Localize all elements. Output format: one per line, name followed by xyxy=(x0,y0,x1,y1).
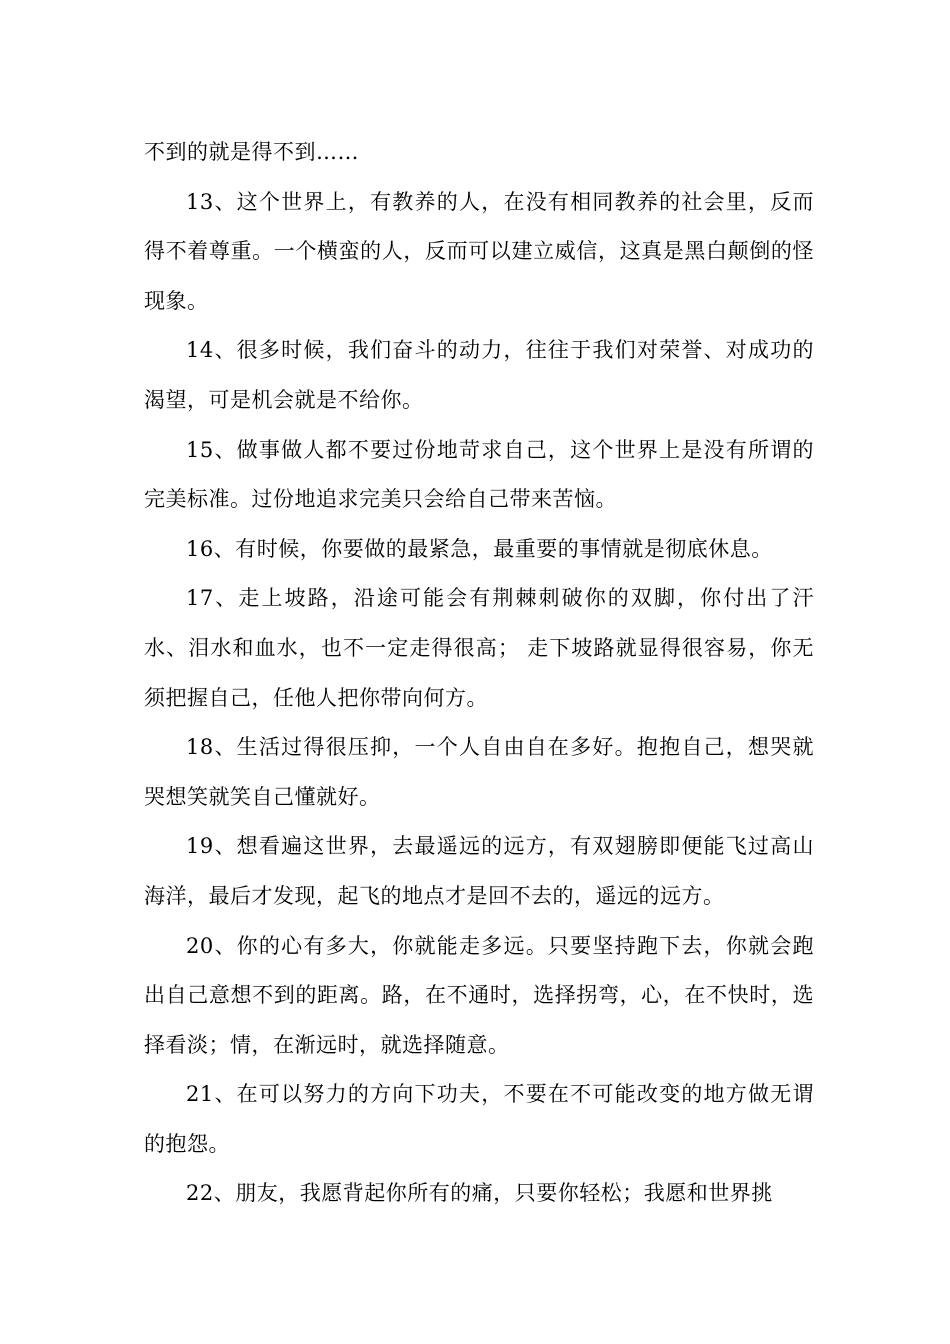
paragraph-16: 16、有时候，你要做的最紧急，最重要的事情就是彻底休息。 xyxy=(186,536,773,561)
paragraph-18: 18、生活过得很压抑，一个人自由自在多好。抱抱自己，想哭就哭想笑就笑自己懂就好。 xyxy=(144,735,814,809)
paragraph-22: 22、朋友，我愿背起你所有的痛，只要你轻松；我愿和世界挑 xyxy=(186,1181,773,1206)
paragraph-13: 13、这个世界上，有教养的人，在没有相同教养的社会里，反而得不着尊重。一个横蛮的人，反而可以建立威信，这真是黑白颠倒的怪现象。 xyxy=(144,189,814,313)
document-body xyxy=(144,128,814,1219)
paragraph-21: 21、在可以努力的方向下功夫，不要在不可能改变的地方做无谓的抱怨。 xyxy=(144,1082,814,1156)
paragraph-19: 19、想看遍这世界，去最遥远的远方，有双翅膀即便能飞过高山海洋，最后才发现，起飞的地点才是回不去的，遥远的远方。 xyxy=(144,834,814,908)
paragraph-continuation: 不到的就是得不到…… xyxy=(144,140,359,164)
paragraph-15: 15、做事做人都不要过份地苛求自己，这个世界上是没有所谓的完美标准。过份地追求完美只会给自己带来苦恼。 xyxy=(144,437,814,512)
paragraph-20: 20、你的心有多大，你就能走多远。只要坚持跑下去，你就会跑出自己意想不到的距离。路，在不通时，选择拐弯，心，在不快时，选择看淡；情，在渐远时，就选择随意。 xyxy=(144,933,814,1057)
paragraph-14: 14、很多时候，我们奋斗的动力，往往于我们对荣誉、对成功的渴望，可是机会就是不给你。 xyxy=(144,338,814,412)
paragraph-17: 17、走上坡路，沿途可能会有荆棘刺破你的双脚，你付出了汗水、泪水和血水，也不一定走得很高； 走下坡路就显得很容易，你无须把握自己，任他人把你带向何方。 xyxy=(144,586,814,710)
